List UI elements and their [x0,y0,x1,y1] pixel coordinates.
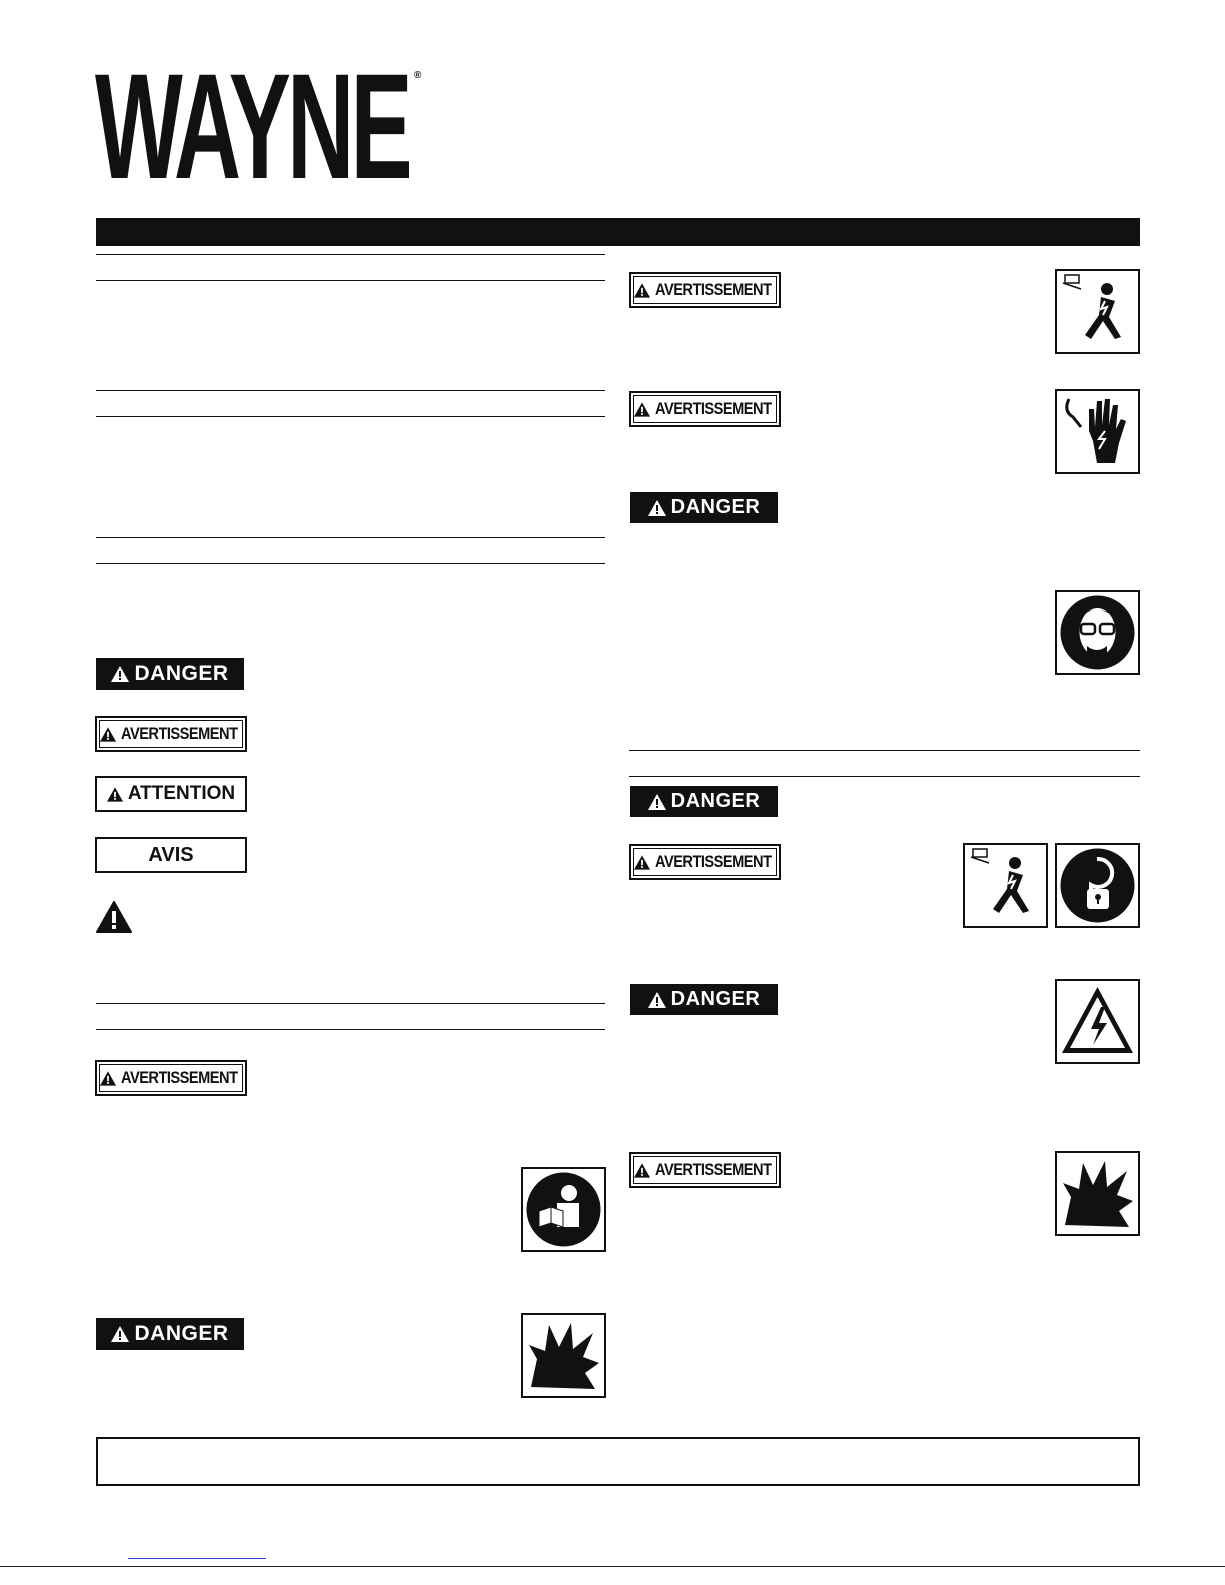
warning-label: AVERTISSEMENT [654,852,772,871]
warning-label: AVERTISSEMENT [654,280,772,299]
danger-label: DANGER [670,988,761,1010]
caution-label: ATTENTION [127,783,236,804]
danger-label: DANGER [670,496,761,518]
warning-badge [629,272,781,308]
notice-badge [95,837,247,873]
warning-label: AVERTISSEMENT [654,399,772,418]
warning-triangle-icon [100,1071,116,1086]
footer-notice-box [96,1437,1140,1486]
caution-badge [95,776,247,812]
warning-triangle-icon [100,727,116,742]
lockout-icon [1055,843,1140,928]
section-rule [96,390,605,391]
danger-label: DANGER [670,790,761,812]
danger-label: DANGER [134,1322,229,1345]
section-rule [629,750,1140,751]
danger-badge [96,1318,244,1350]
danger-badge [630,492,778,523]
section-rule [96,1029,605,1030]
explosion-icon [521,1313,606,1398]
hand-shock-icon [1055,389,1140,474]
electric-shock-person-icon [963,843,1048,928]
alert-symbol [96,901,132,938]
explosion-icon [1055,1151,1140,1236]
danger-label: DANGER [134,662,229,685]
brand-logo: WAYNE [95,42,409,210]
registered-mark: ® [414,70,422,81]
warning-badge [629,391,781,427]
warning-triangle-icon [634,283,650,298]
warning-label: AVERTISSEMENT [120,1068,238,1087]
warning-triangle-icon [634,1163,650,1178]
section-rule [629,776,1140,777]
notice-label: AVIS [148,843,194,866]
warning-badge [629,844,781,880]
warning-triangle-icon [648,794,666,810]
warning-triangle-icon [107,787,123,802]
bottom-link-underline [128,1558,266,1559]
section-rule [96,416,605,417]
section-rule [96,280,605,281]
warning-triangle-icon [648,500,666,516]
warning-triangle-icon [111,666,129,682]
warning-triangle-icon [634,855,650,870]
page-bottom-rule [0,1566,1225,1567]
warning-badge [95,716,247,752]
warning-triangle-icon [111,1326,129,1342]
danger-badge [96,658,244,690]
warning-triangle-icon [634,402,650,417]
read-manual-icon [521,1167,606,1252]
section-rule [96,254,605,255]
warning-triangle-icon [96,901,132,933]
warning-label: AVERTISSEMENT [654,1160,772,1179]
warning-badge [95,1060,247,1096]
warning-triangle-icon [648,992,666,1008]
section-rule [96,537,605,538]
title-bar [96,218,1140,246]
high-voltage-triangle-icon [1055,979,1140,1064]
safety-goggles-icon [1055,590,1140,675]
section-rule [96,563,605,564]
section-rule [96,1003,605,1004]
danger-badge [630,786,778,817]
warning-label: AVERTISSEMENT [120,724,238,743]
danger-badge [630,984,778,1015]
electric-shock-person-icon [1055,269,1140,354]
warning-badge [629,1152,781,1188]
